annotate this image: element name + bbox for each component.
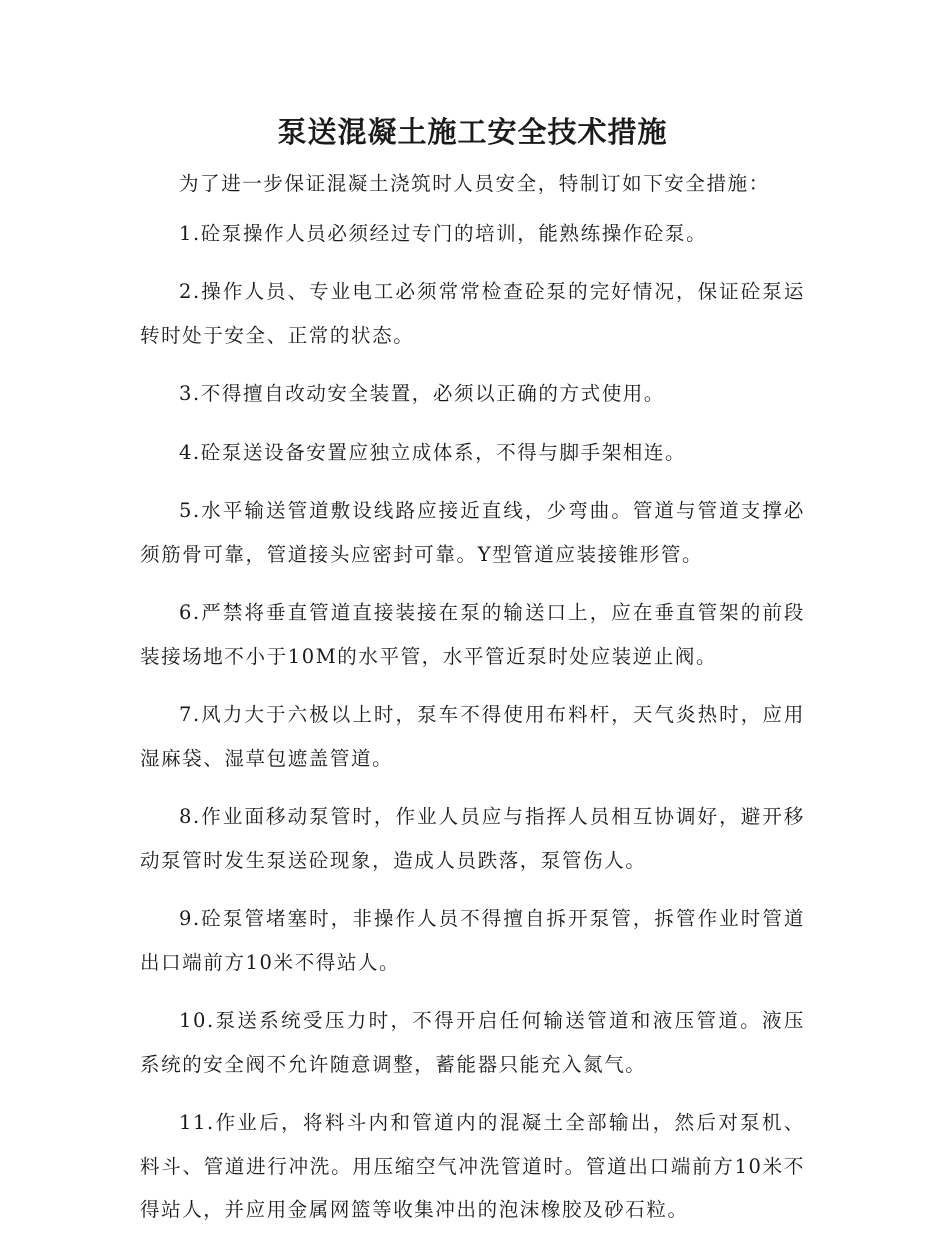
measure-item-6: 6.严禁将垂直管道直接装接在泵的输送口上，应在垂直管架的前段装接场地不小于10M的水平管，水平管近泵时处应装逆止阀。: [140, 601, 805, 668]
document-page: [140, 112, 805, 1247]
measure-item-8: 8.作业面移动泵管时，作业人员应与指挥人员相互协调好，避开移动泵管时发生泵送砼现象，造成人员跌落，泵管伤人。: [140, 805, 805, 872]
measure-item-4: 4.砼泵送设备安置应独立成体系，不得与脚手架相连。: [179, 440, 687, 464]
measure-item-9: 9.砼泵管堵塞时，非操作人员不得擅自拆开泵管，拆管作业时管道出口端前方10米不得站人。: [140, 907, 805, 974]
measure-item-11: 11.作业后，将料斗内和管道内的混凝土全部输出，然后对泵机、料斗、管道进行冲洗。用压缩空气冲洗管道时。管道出口端前方10米不得站人，并应用金属网篮等收集冲出的泡沫橡胶及砂石粒。: [140, 1111, 805, 1221]
measure-item-10: 10.泵送系统受压力时，不得开启任何输送管道和液压管道。液压系统的安全阀不允许随意调整，蓄能器只能充入氮气。: [140, 1009, 805, 1076]
intro-paragraph: 为了进一步保证混凝土浇筑时人员安全，特制订如下安全措施：: [179, 172, 770, 195]
measure-item-3: 3.不得擅自改动安全装置，必须以正确的方式使用。: [179, 382, 666, 405]
measure-item-7: 7.风力大于六极以上时，泵车不得使用布料杆，天气炎热时，应用湿麻袋、湿草包遮盖管道。: [140, 703, 805, 770]
measure-item-5: 5.水平输送管道敷设线路应接近直线，少弯曲。管道与管道支撑必须筋骨可靠，管道接头应密封可靠。Y型管道应装接锥形管。: [140, 499, 805, 566]
measure-item-2: 2.操作人员、专业电工必须常常检查砼泵的完好情况，保证砼泵运转时处于安全、正常的状态。: [140, 280, 805, 347]
document-title: 泵送混凝土施工安全技术措施: [277, 115, 668, 149]
measure-item-1: 1.砼泵操作人员必须经过专门的培训，能熟练操作砼泵。: [179, 221, 708, 245]
